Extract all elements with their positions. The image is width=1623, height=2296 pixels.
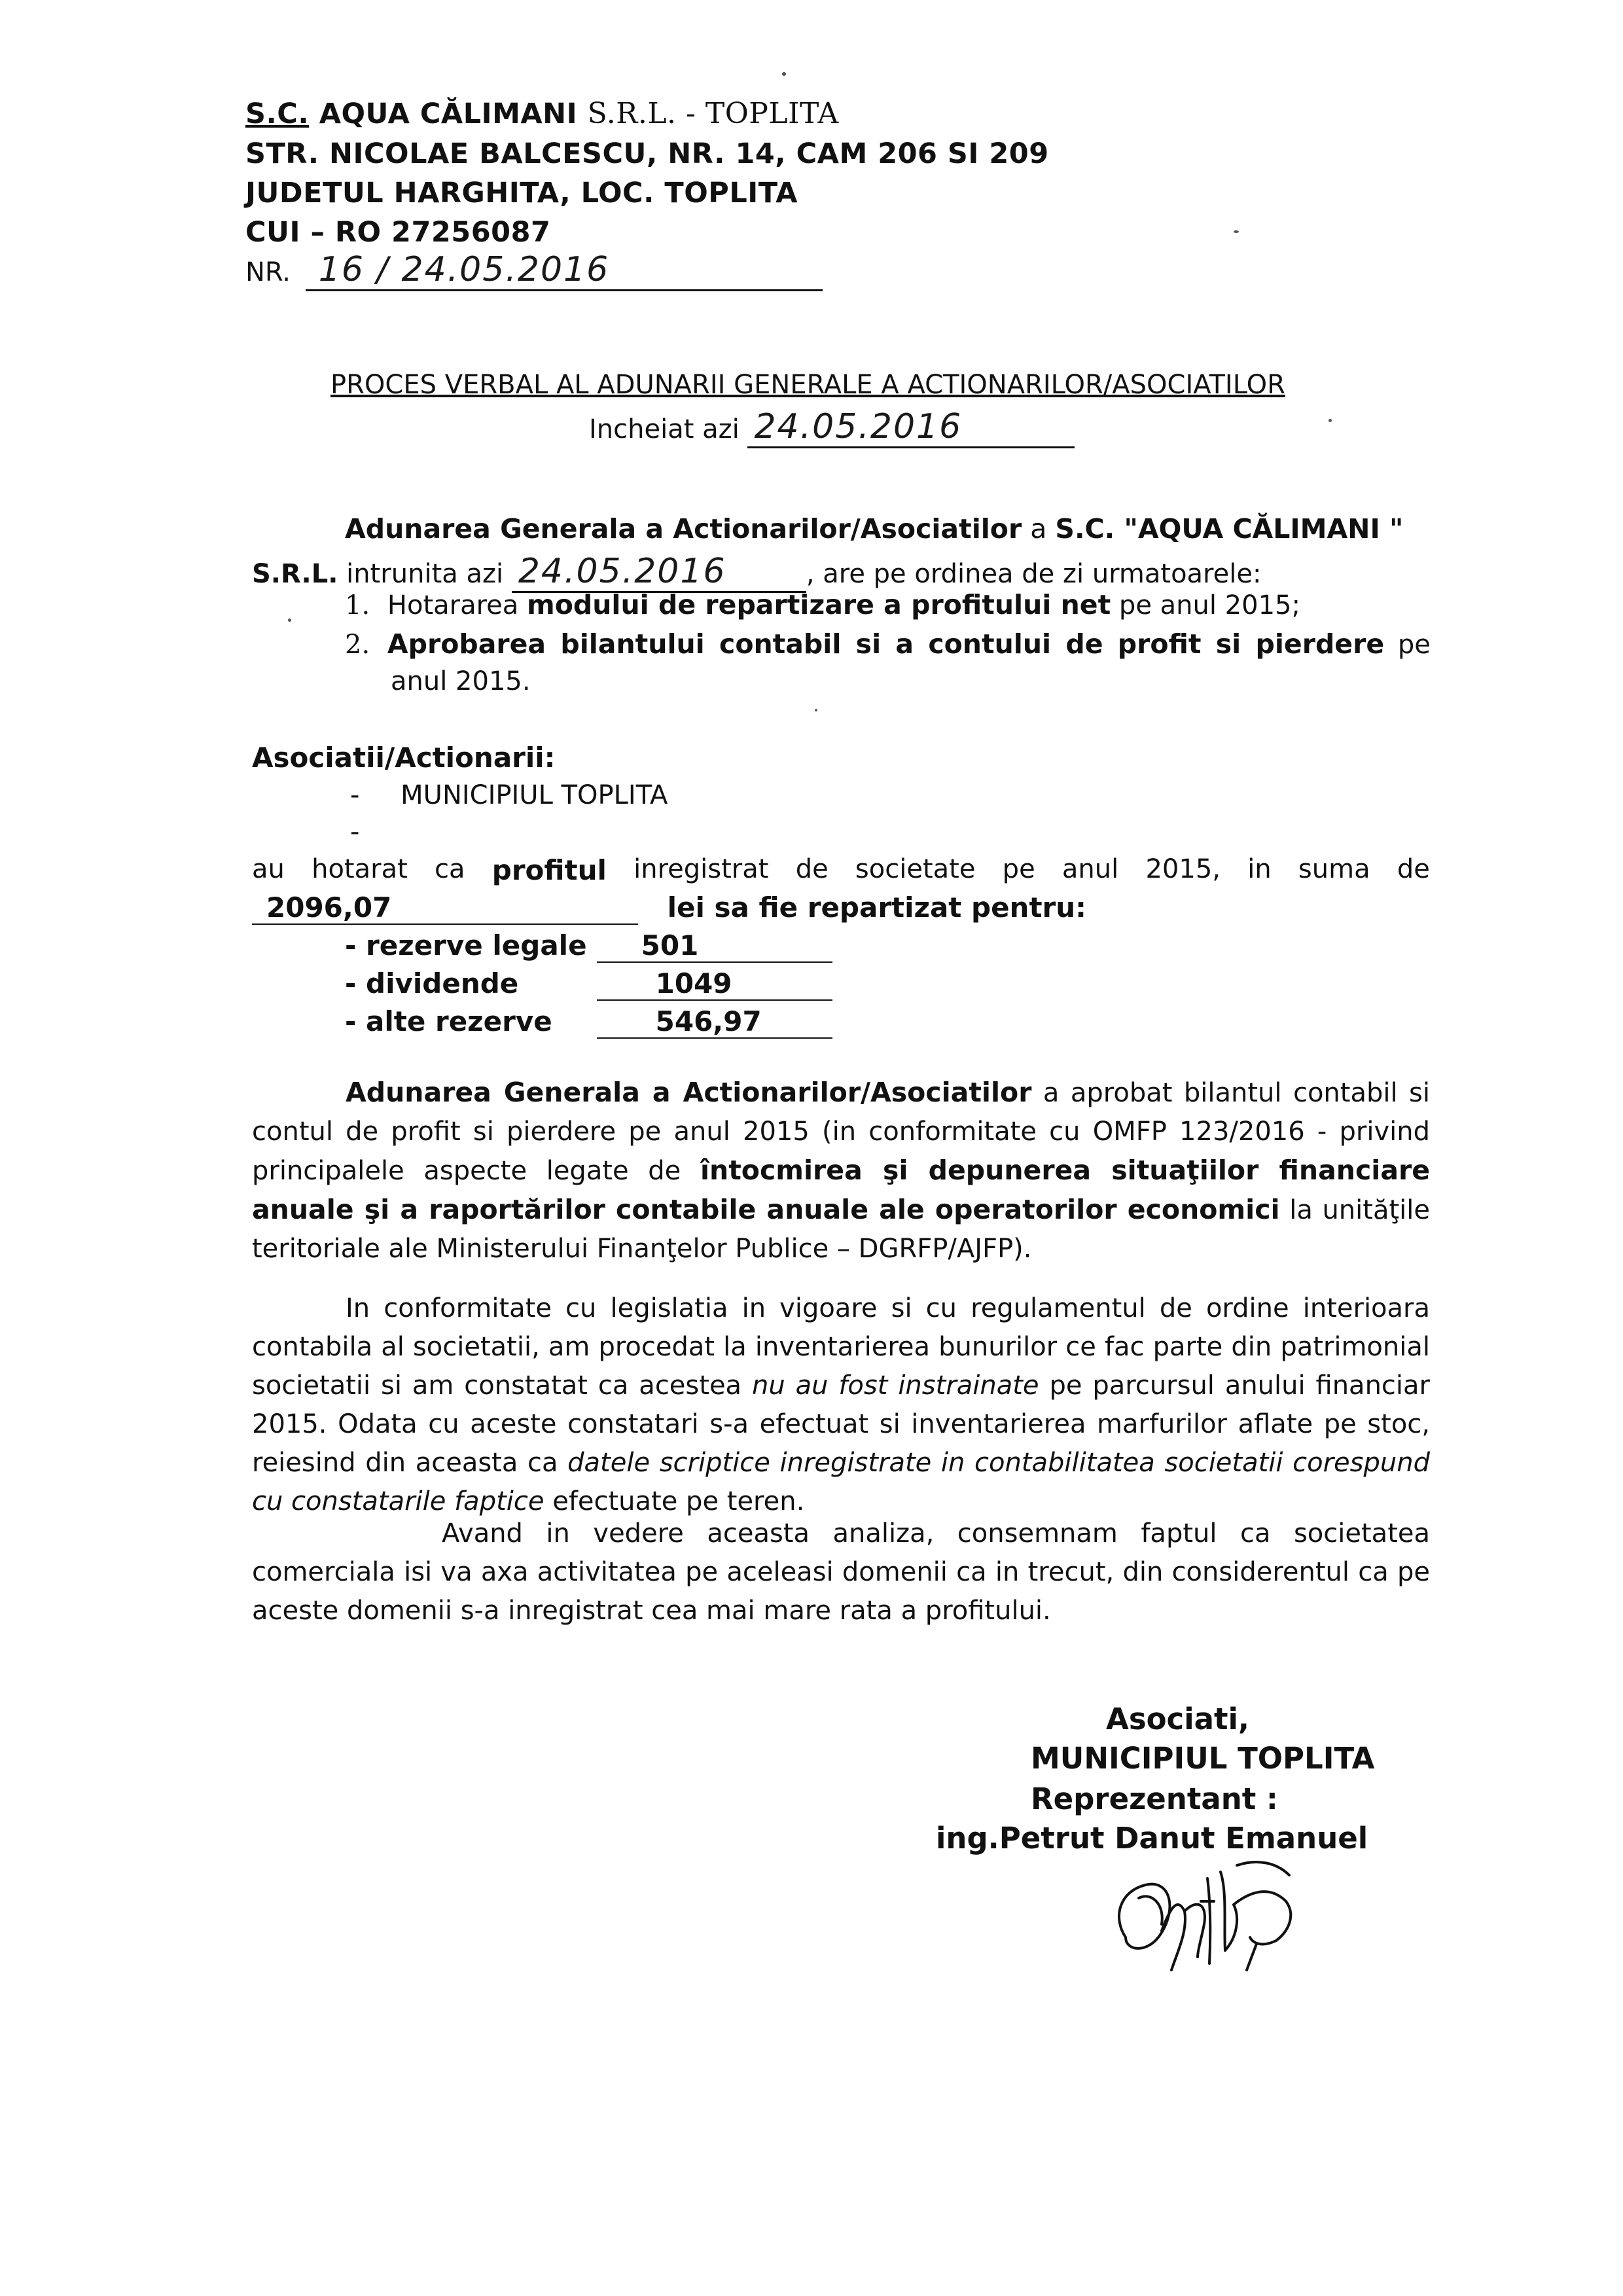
intro-srl: S.R.L. (252, 559, 338, 589)
agenda-bold: Aprobarea bilantului contabil si a contului de profit si pierdere (387, 628, 1385, 660)
nr-handwritten-field (306, 250, 823, 291)
title-date-field (747, 407, 1075, 448)
profit-after-amount: lei sa fie repartizat pentru: (667, 891, 1086, 924)
inventory-italic-1: nu au fost instrainate (751, 1371, 1039, 1401)
company-suffix: S.R.L. - TOPLITA (587, 97, 839, 130)
approval-text-1: a aprobat bilantul contabil si contul de profit si pierdere pe anul 2015 (in conformitate cu OMFP 123/2016 - privind principalele aspecte legate de (252, 1078, 1430, 1186)
associate-item-empty (350, 817, 359, 847)
inventory-text-3: efectuate pe teren. (552, 1486, 805, 1516)
nr-handwritten: 16 / 24.05.2016 (318, 250, 610, 289)
profit-word: de (795, 854, 829, 884)
profit-word: societate (855, 854, 976, 884)
distribution-value: 1049 (655, 967, 732, 999)
company-prefix: S.C. (245, 98, 310, 130)
profit-word: anul (1061, 854, 1119, 884)
agenda-item-2-cont: anul 2015. (391, 666, 531, 696)
registration-number-line (245, 250, 823, 291)
intro-text-b: intrunita azi (346, 559, 504, 589)
profit-word: suma (1298, 854, 1370, 884)
distribution-label: - dividende (345, 967, 519, 999)
intro-company: S.C. "AQUA CĂLIMANI " (1055, 513, 1404, 545)
agenda-number: 1. (345, 590, 370, 620)
company-name-line (245, 97, 839, 130)
scan-speck (1329, 419, 1332, 422)
agenda-post: pe anul 2015; (1118, 590, 1300, 620)
intro-text-c: , are pe ordinea de zi urmatoarele: (806, 559, 1262, 589)
signature-line-3: Reprezentant : (1031, 1782, 1278, 1816)
company-county: JUDETUL HARGHITA, LOC. TOPLITA (245, 177, 798, 209)
profit-line-2 (252, 891, 1086, 925)
scan-speck (288, 619, 291, 622)
approval-paragraph (252, 1073, 1430, 1268)
distribution-value-field (597, 929, 832, 963)
scan-speck (1234, 230, 1239, 233)
signature-line-1: Asociati, (1106, 1702, 1250, 1736)
agenda-bold: modului de repartizare a profitului net (527, 589, 1111, 620)
distribution-label: - alte rezerve (345, 1005, 552, 1037)
intro-date-field (512, 552, 806, 593)
distribution-item (345, 929, 832, 963)
profit-line-1 (252, 854, 1430, 886)
agenda-item-2 (345, 628, 1431, 660)
approval-text-2: la unităţile teritoriale ale Ministerului Finanţelor Publice – DGRFP/AJFP). (252, 1195, 1430, 1264)
agenda-item-1 (345, 589, 1300, 620)
distribution-item (345, 1005, 832, 1039)
profit-amount-field (252, 891, 638, 925)
distribution-label: - rezerve legale (345, 929, 587, 961)
signature-line-2: MUNICIPIUL TOPLITA (1031, 1741, 1375, 1776)
profit-word: profitul (491, 854, 607, 886)
title-date-line (589, 407, 1075, 448)
profit-word: pe (1002, 854, 1035, 884)
company-name: AQUA CĂLIMANI (319, 98, 578, 130)
title-date-label: Incheiat azi (589, 414, 740, 444)
profit-word: 2015, (1145, 854, 1221, 884)
profit-word: hotarat (312, 854, 408, 884)
approval-bold-start: Adunarea Generala a Actionarilor/Asociatilor (346, 1077, 1032, 1108)
distribution-value-field (597, 1005, 832, 1039)
profit-word: au (252, 854, 285, 884)
associate-item (350, 780, 668, 810)
approval-bold-mid: întocmirea şi depunerea situaţiilor financiare anuale şi a raportărilor contabile anuale ale operatorilor economici (252, 1155, 1431, 1225)
conclusion-paragraph: Avand in vedere aceasta analiza, consemnam faptul ca societatea comerciala isi va axa activitatea pe aceleasi domenii ca in trecut, din considerentul ca pe aceste domenii s-a inregistrat cea mai mare rata a profitului. (252, 1518, 1430, 1626)
inventory-text-2: pe parcursul anului financiar 2015. Odata cu aceste constatari s-a efectuat si inventarierea marfurilor aflate pe stoc, reiesind din aceasta ca (252, 1371, 1430, 1478)
profit-word: in (1247, 854, 1272, 884)
profit-word: ca (435, 854, 465, 884)
associate-name: MUNICIPIUL TOPLITA (401, 780, 668, 810)
associate-dash: - (350, 817, 360, 847)
distribution-item (345, 967, 832, 1001)
distribution-value: 546,97 (655, 1005, 762, 1037)
scan-speck (782, 72, 786, 76)
profit-word: de (1397, 854, 1430, 884)
intro-line-1 (345, 513, 1403, 545)
associates-label: Asociatii/Actionarii: (252, 742, 556, 774)
agenda-number: 2. (345, 630, 370, 660)
nr-label: NR. (245, 257, 291, 287)
distribution-value-field (597, 967, 832, 1001)
signature-line-4: ing.Petrut Danut Emanuel (936, 1821, 1368, 1856)
agenda-post: pe (1397, 630, 1431, 660)
agenda-pre: Hotararea (387, 590, 519, 620)
inventory-paragraph (252, 1289, 1430, 1521)
intro-date-handwritten: 24.05.2016 (518, 552, 726, 591)
intro-line-2 (252, 552, 1261, 593)
associate-dash: - (350, 780, 360, 810)
inventory-text-1: In conformitate cu legislatia in vigoare si cu regulamentul de ordine interioara contabila al societatii, am procedat la inventarierea bunurilor ce fac parte din patrimonial societatii si am constatat ca acestea (252, 1293, 1430, 1401)
profit-word: inregistrat (633, 854, 769, 884)
title-date-handwritten: 24.05.2016 (754, 407, 963, 446)
document-title: PROCES VERBAL AL ADUNARII GENERALE A ACTIONARILOR/ASOCIATILOR (330, 370, 1285, 400)
inventory-italic-2: datele scriptice inregistrate in contabilitatea societatii corespund cu constatarile faptice (252, 1448, 1430, 1516)
handwritten-signature (1099, 1839, 1315, 1996)
intro-bold-start: Adunarea Generala a Actionarilor/Asociatilor (345, 513, 1022, 545)
company-cui: CUI – RO 27256087 (245, 216, 551, 249)
intro-text-a: a (1030, 513, 1047, 545)
distribution-value: 501 (641, 929, 699, 961)
profit-amount: 2096,07 (266, 891, 392, 924)
company-address: STR. NICOLAE BALCESCU, NR. 14, CAM 206 SI 209 (245, 137, 1049, 170)
scan-speck (815, 709, 817, 711)
